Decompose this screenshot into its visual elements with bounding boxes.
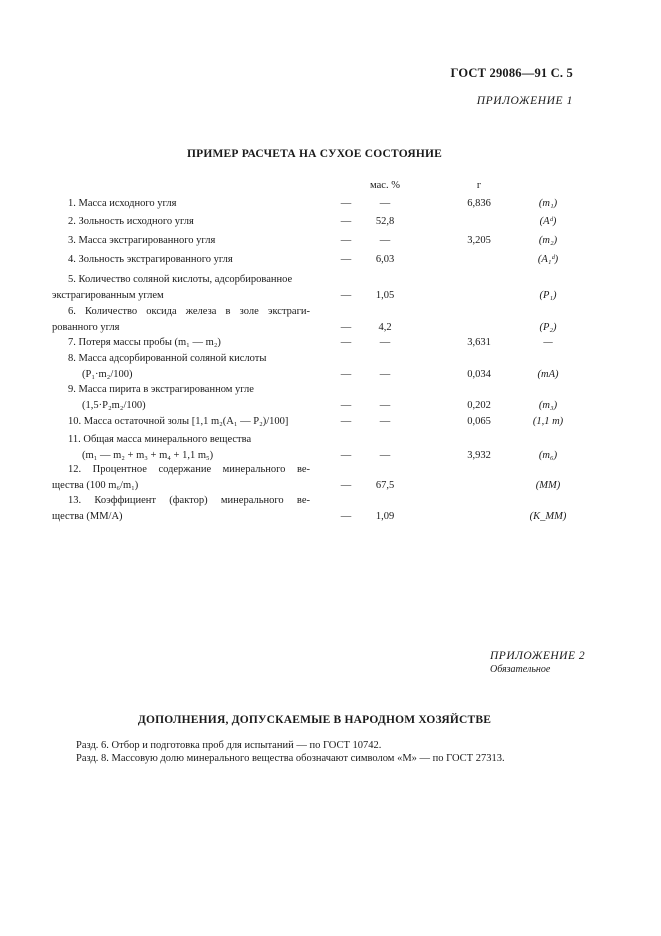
paragraph-section-8: Разд. 8. Массовую долю минерального вещества обозначают символом «М» — по ГОСТ 27313. bbox=[76, 753, 505, 764]
row-label-line: 7. Потеря массы пробы (m₁ — m₂) bbox=[68, 337, 221, 348]
row-mass-percent: 6,03 bbox=[375, 254, 395, 265]
row-symbol: (m₃) bbox=[538, 400, 558, 411]
row-label-line: (1,5·P₂m₂/100) bbox=[82, 400, 146, 411]
appendix-1-label: ПРИЛОЖЕНИЕ 1 bbox=[476, 95, 573, 107]
row-mass-percent: — bbox=[379, 416, 391, 427]
row-symbol: (m₂) bbox=[538, 235, 558, 246]
row-label-line: рованного угля bbox=[52, 322, 120, 333]
appendix-2-status: Обязательное bbox=[490, 664, 551, 675]
row-mass-percent: 67,5 bbox=[375, 480, 395, 491]
column-header-mass-percent: мас. % bbox=[370, 180, 400, 191]
table-row-label bbox=[52, 253, 310, 269]
table-row-label bbox=[52, 215, 310, 231]
table-row-label bbox=[52, 273, 310, 305]
row-mass-percent: — bbox=[379, 450, 391, 461]
row-dash: — bbox=[340, 322, 352, 333]
row-symbol: (mA) bbox=[537, 369, 559, 380]
row-mass-percent: — bbox=[379, 337, 391, 348]
row-grams: 3,205 bbox=[467, 235, 491, 246]
row-symbol: (m₆) bbox=[538, 450, 558, 461]
row-symbol: (1,1 m) bbox=[532, 416, 564, 427]
table-row-label bbox=[52, 234, 310, 250]
table-row-label bbox=[52, 305, 310, 337]
table-row-label bbox=[52, 197, 310, 213]
row-label-line: (P₁·m₂/100) bbox=[82, 369, 133, 380]
row-grams: 3,631 bbox=[467, 337, 491, 348]
paragraph-section-6: Разд. 6. Отбор и подготовка проб для испытаний — по ГОСТ 10742. bbox=[76, 740, 382, 751]
row-dash: — bbox=[340, 290, 352, 301]
row-grams: 0,065 bbox=[467, 416, 491, 427]
row-mass-percent: 1,09 bbox=[375, 511, 395, 522]
row-symbol: (MM) bbox=[535, 480, 561, 491]
row-label-line: 2. Зольность исходного угля bbox=[68, 216, 194, 227]
column-header-grams: г bbox=[476, 180, 482, 191]
row-dash: — bbox=[340, 416, 352, 427]
row-label-line: (m₁ — m₂ + m₃ + m₄ + 1,1 m₅) bbox=[82, 450, 214, 461]
row-dash: — bbox=[340, 235, 352, 246]
row-mass-percent: — bbox=[379, 369, 391, 380]
row-label-line: экстрагированным углем bbox=[52, 290, 164, 301]
row-symbol: (K_MM) bbox=[529, 511, 567, 522]
row-grams: 3,932 bbox=[467, 450, 491, 461]
row-label-line: 8. Масса адсорбированной соляной кислоты bbox=[68, 353, 267, 364]
row-mass-percent: 4,2 bbox=[378, 322, 392, 333]
row-mass-percent: 52,8 bbox=[375, 216, 395, 227]
row-label-line: щества (100 m₆/m₁) bbox=[52, 480, 139, 491]
row-dash: — bbox=[340, 337, 352, 348]
row-dash: — bbox=[340, 198, 352, 209]
row-symbol: (P₂) bbox=[539, 322, 557, 333]
row-label-line: 10. Масса остаточной золы [1,1 m₂(A₁ — P₂)/100] bbox=[68, 416, 289, 427]
row-mass-percent: 1,05 bbox=[375, 290, 395, 301]
row-symbol: (Aᵈ) bbox=[539, 216, 557, 227]
row-label-line: 4. Зольность экстрагированного угля bbox=[68, 254, 233, 265]
row-dash: — bbox=[340, 369, 352, 380]
row-grams: 0,202 bbox=[467, 400, 491, 411]
row-dash: — bbox=[340, 511, 352, 522]
row-dash: — bbox=[340, 450, 352, 461]
row-label-line: щества (MM/A) bbox=[52, 511, 123, 522]
appendix-2-label: ПРИЛОЖЕНИЕ 2 bbox=[490, 650, 586, 662]
section-1-title-text: ПРИМЕР РАСЧЕТА НА СУХОЕ СОСТОЯНИЕ bbox=[186, 148, 442, 160]
table-row-label bbox=[52, 352, 310, 384]
row-grams: 0,034 bbox=[467, 369, 491, 380]
row-symbol: (P₁) bbox=[539, 290, 557, 301]
table-row-label bbox=[52, 336, 310, 352]
section-2-title bbox=[0, 714, 661, 726]
row-dash: — bbox=[340, 216, 352, 227]
document-code: ГОСТ 29086—91 С. 5 bbox=[450, 66, 573, 80]
section-2-title-text: ДОПОЛНЕНИЯ, ДОПУСКАЕМЫЕ В НАРОДНОМ ХОЗЯЙСТВЕ bbox=[137, 714, 492, 726]
row-dash: — bbox=[340, 480, 352, 491]
row-grams: 6,836 bbox=[467, 198, 491, 209]
row-label-line: 12. Процентное содержание минерального ве- bbox=[68, 464, 310, 475]
row-mass-percent: — bbox=[379, 400, 391, 411]
row-label-line: 9. Масса пирита в экстрагированном угле bbox=[68, 384, 254, 395]
row-dash: — bbox=[340, 400, 352, 411]
row-label-line: 6. Количество оксида железа в золе экстраги- bbox=[68, 306, 310, 317]
row-dash: — bbox=[340, 254, 352, 265]
section-1-title bbox=[0, 148, 661, 160]
row-label-line: 3. Масса экстрагированного угля bbox=[68, 235, 216, 246]
table-row-label bbox=[52, 433, 310, 465]
row-label-line: 13. Коэффициент (фактор) минерального ве- bbox=[68, 495, 310, 506]
row-symbol: (m₁) bbox=[538, 198, 558, 209]
row-label-line: 11. Общая масса минерального вещества bbox=[68, 434, 252, 445]
table-row-label bbox=[52, 415, 310, 431]
row-label-line: 5. Количество соляной кислоты, адсорбированное bbox=[68, 274, 293, 285]
row-mass-percent: — bbox=[379, 235, 391, 246]
row-label-line: 1. Масса исходного угля bbox=[68, 198, 177, 209]
table-row-label bbox=[52, 383, 310, 415]
row-symbol: (A₁ᵈ) bbox=[537, 254, 559, 265]
row-mass-percent: — bbox=[379, 198, 391, 209]
table-row-label bbox=[52, 463, 310, 495]
table-row-label bbox=[52, 494, 310, 526]
row-symbol: — bbox=[543, 337, 553, 348]
